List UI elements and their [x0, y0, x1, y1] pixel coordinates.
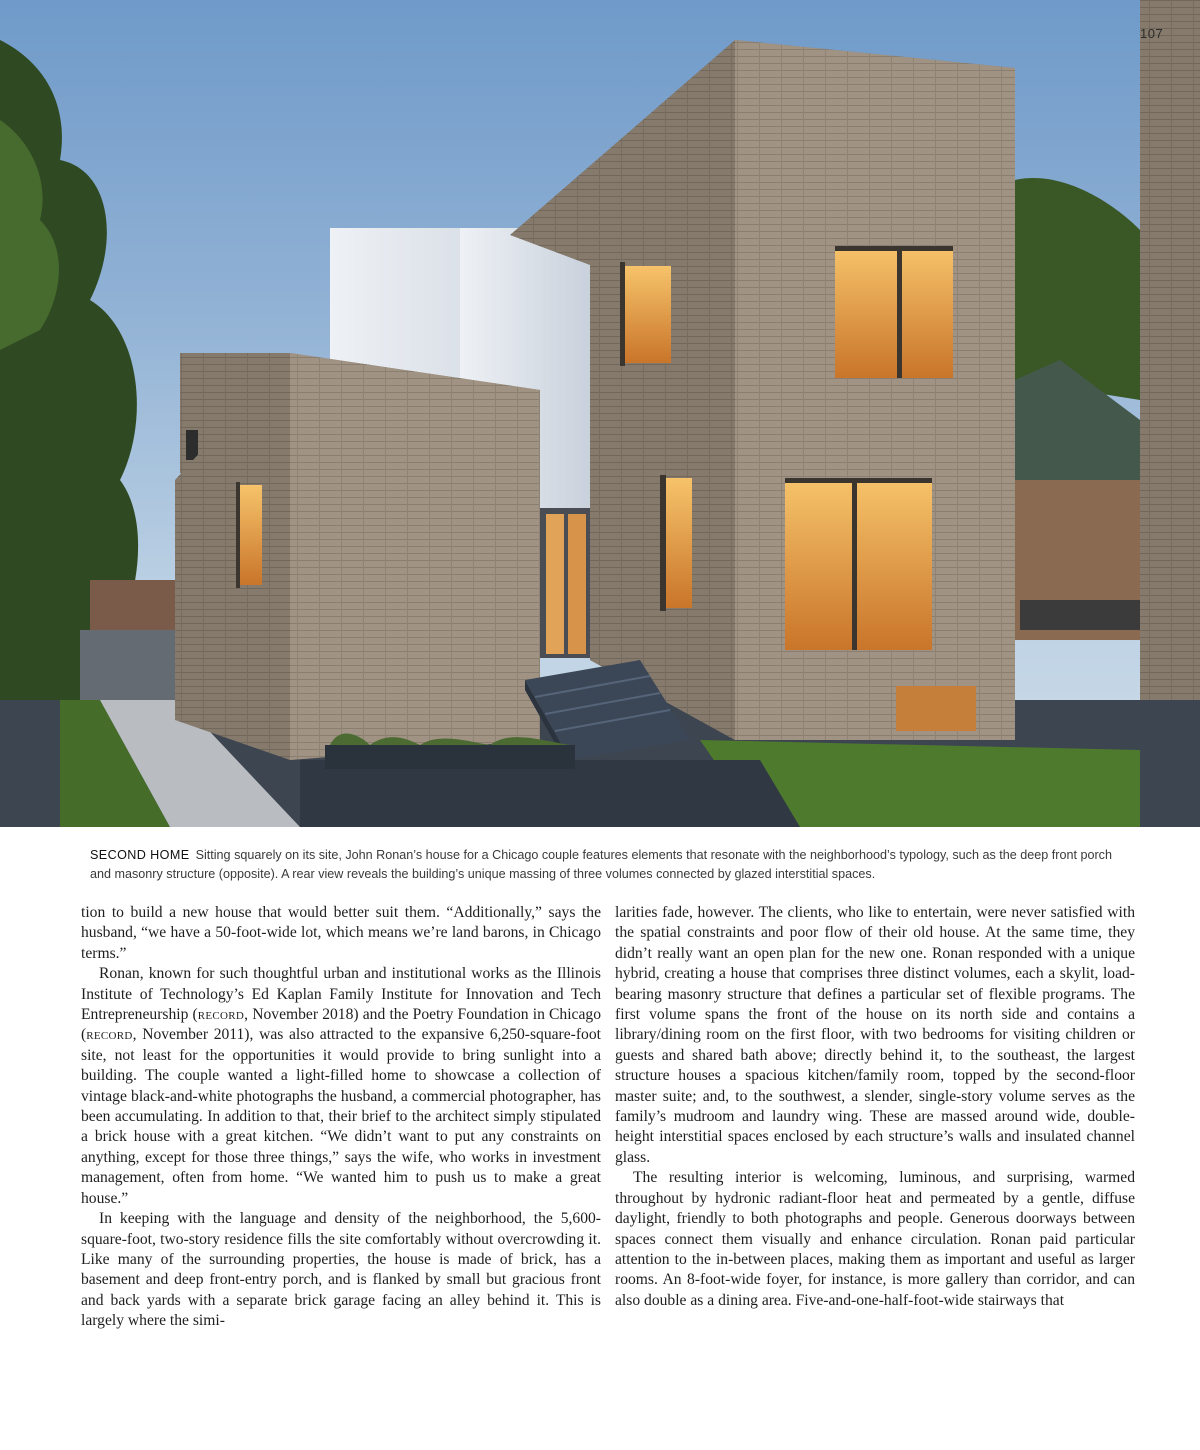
caption-heading: SECOND HOME — [90, 848, 190, 862]
paragraph-segment: Ronan, known for such thoughtful urban and institutional works as the Illinois Institute of Technology’s Ed Kaplan Family Institute for Innovation and Tech Entrepreneurship ( — [81, 965, 601, 1024]
record-citation: record — [197, 1006, 245, 1024]
paragraph: In keeping with the language and density of the neighborhood, the 5,600-square-foot, two-story residence fills the site comfortably without overcrowding it. Like many of the surrounding properties, the house is made of brick, has a basement and deep front-entry porch, and is flanked by small but gracious front and back yards with a separate brick garage facing an alley behind it. This is largely where the simi- — [81, 1210, 601, 1330]
photo-caption — [90, 846, 1120, 884]
page-number: 107 — [1140, 26, 1164, 41]
paragraph: tion to build a new house that would better suit them. “Additionally,” says the husband, “we have a 50-foot-wide lot, which means we’re land barons, in Chicago terms.” — [81, 904, 601, 962]
paragraph-segment: , November 2018) and the Poetry Foundation in Chicago ( — [81, 1006, 601, 1044]
paragraph: larities fade, however. The clients, who like to entertain, were never satisfied with the spatial constraints and poor flow of their old house. At the same time, they didn’t really want an open plan for the new one. Ronan responded with a unique hybrid, creating a house that comprises three distinct volumes, each a skylit, load-bearing masonry structure that defines a particular set of flexible programs. The first volume spans the front of the house on its north side and contains a library/dining room on the first floor, with two bedrooms for visiting children or guests and shared bath above; directly behind it, to the southeast, the largest structure houses a spacious kitchen/family room, topped by the second-floor master suite; and, to the southwest, a slender, single-story volume serves as the family’s mudroom and laundry wing. These are massed around wide, double-height interstitial spaces enclosed by each structure’s walls and insulated channel glass. — [615, 904, 1135, 1166]
caption-text: Sitting squarely on its site, John Ronan’s house for a Chicago couple features elements that resonate with the neighborhood’s typology, such as the deep front porch and masonry structure (opposite). A rear view reveals the building’s unique massing of three volumes connected by glazed interstitial spaces. — [90, 848, 1112, 881]
article-left-column — [81, 903, 601, 1332]
paragraph-segment: , November 2011), was also attracted to the expansive 6,250-square-foot site, not least for the opportunities it would provide to bring sunlight into a building. The couple wanted a light-filled home to showcase a collection of vintage black-and-white photographs the husband, a commercial photographer, has been accumulating. In addition to that, their brief to the architect simply stipulated a brick house with a great kitchen. “We didn’t want to put any constraints on anything, except for those three things,” says the wife, who works in investment management, often from home. “We wanted him to push us to make a great house.” — [81, 1026, 601, 1207]
record-citation: record — [86, 1026, 133, 1044]
article-right-column — [615, 903, 1135, 1311]
paragraph: The resulting interior is welcoming, luminous, and surprising, warmed throughout by hydronic radiant-floor heat and permeated by a gentle, diffuse daylight, friendly to both photographs and people. Generous doorways between spaces connect them visually and enhance circulation. Ronan paid particular attention to the in-between places, making them as important and useful as larger rooms. An 8-foot-wide foyer, for instance, is more gallery than corridor, and can also double as a dining area. Five-and-one-half-foot-wide stairways that — [615, 1169, 1135, 1309]
paragraph — [81, 964, 601, 1209]
